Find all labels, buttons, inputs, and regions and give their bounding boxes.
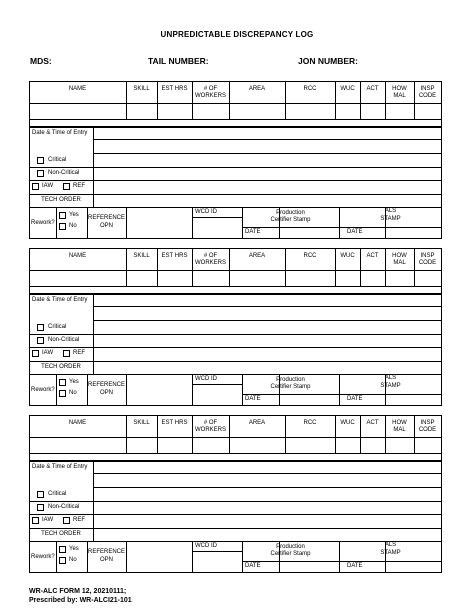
- rework-yes-checkbox[interactable]: [59, 546, 66, 553]
- frame-bottom-line: [29, 405, 442, 406]
- date-label-als: DATE: [347, 229, 363, 235]
- frame-bottom-line: [29, 572, 442, 573]
- col-header-area: AREA: [248, 86, 266, 92]
- col-header-name: NAME: [68, 253, 87, 259]
- ref-checkbox[interactable]: [63, 350, 70, 357]
- reference-opn-2: OPN: [99, 223, 113, 229]
- section-thick-line: [29, 461, 442, 462]
- header-row-line: [29, 103, 442, 104]
- reference-opn-1: REFERENCE: [87, 382, 125, 388]
- desc-row-line: [93, 153, 442, 154]
- col-header-insp-code-2: CODE: [418, 93, 437, 99]
- col-header-area: AREA: [248, 420, 266, 426]
- iaw-label: IAW: [42, 183, 54, 189]
- rework-no-label: No: [69, 390, 77, 396]
- rework-no-checkbox[interactable]: [59, 223, 66, 230]
- stamp-divider: [192, 541, 193, 573]
- date-label-production: DATE: [245, 396, 261, 402]
- tech-order-label: TECH ORDER: [41, 531, 81, 537]
- col-header-rcc: RCC: [303, 253, 317, 259]
- col-header-workers-1: # OF: [203, 420, 218, 426]
- reference-opn-1: REFERENCE: [87, 549, 125, 555]
- critical-checkbox[interactable]: [37, 491, 44, 498]
- non-critical-checkbox[interactable]: [37, 337, 44, 344]
- desc-row-line: [29, 194, 442, 195]
- desc-row-line: [93, 139, 442, 140]
- desc-row-line: [93, 473, 442, 474]
- als-stamp-2: STAMP: [380, 383, 401, 389]
- col-header-wuc: WUC: [340, 86, 355, 92]
- stamp-divider: [56, 207, 57, 239]
- critical-checkbox[interactable]: [37, 157, 44, 164]
- wcd-line: [192, 217, 242, 218]
- header-row-line: [29, 437, 442, 438]
- wcd-id-label: WCD ID: [195, 209, 217, 215]
- als-stamp-1: ALS: [384, 375, 397, 381]
- reference-opn-2: OPN: [99, 557, 113, 563]
- input-row-line: [29, 453, 442, 454]
- col-header-rcc: RCC: [303, 86, 317, 92]
- discrepancy-entry: [29, 415, 442, 573]
- col-header-how-mal-2: MAL: [393, 260, 406, 266]
- frame-left-line: [29, 81, 30, 239]
- col-header-name: NAME: [68, 86, 87, 92]
- col-header-workers-2: WORKERS: [194, 93, 226, 99]
- desc-row-line: [93, 487, 442, 488]
- ref-checkbox[interactable]: [63, 517, 70, 524]
- stamp-divider: [56, 374, 57, 406]
- col-header-est-hrs: EST HRS: [161, 420, 188, 426]
- rework-yes-label: Yes: [69, 212, 79, 218]
- col-header-how-mal-1: HOW: [392, 86, 407, 92]
- tech-order-label: TECH ORDER: [41, 364, 81, 370]
- col-header-how-mal-2: MAL: [393, 427, 406, 433]
- col-header-est-hrs: EST HRS: [161, 253, 188, 259]
- form-number: WR-ALC FORM 12, 20210111;: [29, 588, 127, 595]
- critical-label: Critical: [48, 157, 67, 163]
- non-critical-label: Non-Critical: [48, 337, 80, 343]
- prescribed-by: Prescribed by: WR-ALCI21-101: [29, 597, 132, 604]
- ref-label: REF: [73, 350, 85, 356]
- input-row-line: [29, 286, 442, 287]
- discrepancy-entry: [29, 248, 442, 406]
- critical-label: Critical: [48, 491, 67, 497]
- rework-yes-label: Yes: [69, 379, 79, 385]
- rework-no-checkbox[interactable]: [59, 390, 66, 397]
- als-stamp-1: ALS: [384, 208, 397, 214]
- col-header-act: ACT: [366, 253, 379, 259]
- date-label-production: DATE: [245, 229, 261, 235]
- col-header-skill: SKILL: [133, 253, 150, 259]
- rework-yes-label: Yes: [69, 546, 79, 552]
- frame-left-line: [29, 248, 30, 406]
- col-header-wuc: WUC: [340, 420, 355, 426]
- date-time-of-entry-label: Date & Time of Entry: [32, 130, 88, 136]
- production-certifier-1: Production: [276, 544, 305, 550]
- rework-yes-checkbox[interactable]: [59, 379, 66, 386]
- col-header-insp-code-1: INSP: [420, 420, 435, 426]
- date-line: [242, 394, 442, 395]
- col-header-workers-1: # OF: [203, 86, 218, 92]
- rework-yes-checkbox[interactable]: [59, 212, 66, 219]
- col-header-insp-code-2: CODE: [418, 260, 437, 266]
- production-certifier-1: Production: [276, 210, 305, 216]
- col-header-how-mal-1: HOW: [392, 420, 407, 426]
- non-critical-label: Non-Critical: [48, 170, 80, 176]
- rework-label: Rework?: [31, 387, 55, 393]
- desc-row-line: [29, 514, 442, 515]
- production-certifier-1: Production: [276, 377, 305, 383]
- stamp-divider: [192, 374, 193, 406]
- mds-label: MDS:: [30, 56, 52, 66]
- frame-left-line: [29, 415, 30, 573]
- ref-checkbox[interactable]: [63, 183, 70, 190]
- col-header-insp-code-1: INSP: [420, 86, 435, 92]
- non-critical-checkbox[interactable]: [37, 170, 44, 177]
- wcd-line: [192, 551, 242, 552]
- desc-row-line: [29, 334, 442, 335]
- reference-opn-2: OPN: [99, 390, 113, 396]
- col-header-skill: SKILL: [133, 86, 150, 92]
- non-critical-checkbox[interactable]: [37, 504, 44, 511]
- desc-row-line: [29, 361, 442, 362]
- header-row-line: [29, 270, 442, 271]
- frame-bottom-line: [29, 238, 442, 239]
- col-header-insp-code-2: CODE: [418, 427, 437, 433]
- stamp-divider: [192, 207, 193, 239]
- date-line: [242, 561, 442, 562]
- date-line: [242, 227, 442, 228]
- frame-top-line: [29, 415, 442, 416]
- section-thick-line: [29, 127, 442, 128]
- discrepancy-entry: [29, 81, 442, 239]
- date-time-of-entry-label: Date & Time of Entry: [32, 297, 88, 303]
- frame-top-line: [29, 248, 442, 249]
- desc-row-line: [29, 528, 442, 529]
- iaw-checkbox[interactable]: [32, 183, 39, 190]
- tech-order-label: TECH ORDER: [41, 197, 81, 203]
- tail-number-label: TAIL NUMBER:: [148, 56, 209, 66]
- col-header-how-mal-1: HOW: [392, 253, 407, 259]
- col-header-skill: SKILL: [133, 420, 150, 426]
- col-header-est-hrs: EST HRS: [161, 86, 188, 92]
- critical-label: Critical: [48, 324, 67, 330]
- iaw-checkbox[interactable]: [32, 350, 39, 357]
- desc-row-line: [93, 320, 442, 321]
- production-certifier-2: Certifier Stamp: [270, 384, 311, 390]
- jon-number-label: JON NUMBER:: [298, 56, 358, 66]
- col-header-act: ACT: [366, 420, 379, 426]
- iaw-checkbox[interactable]: [32, 517, 39, 524]
- input-row-line: [29, 119, 442, 120]
- rework-label: Rework?: [31, 220, 55, 226]
- stamp-divider: [126, 207, 127, 239]
- stamp-divider: [56, 541, 57, 573]
- stamp-divider: [126, 541, 127, 573]
- desc-row-line: [29, 180, 442, 181]
- wcd-line: [192, 384, 242, 385]
- col-header-insp-code-1: INSP: [420, 253, 435, 259]
- rework-no-label: No: [69, 557, 77, 563]
- wcd-id-label: WCD ID: [195, 543, 217, 549]
- col-header-act: ACT: [366, 86, 379, 92]
- stamp-divider: [126, 374, 127, 406]
- col-header-workers-1: # OF: [203, 253, 218, 259]
- desc-row-line: [29, 347, 442, 348]
- date-time-of-entry-label: Date & Time of Entry: [32, 464, 88, 470]
- col-header-wuc: WUC: [340, 253, 355, 259]
- als-stamp-2: STAMP: [380, 216, 401, 222]
- iaw-label: IAW: [42, 350, 54, 356]
- desc-row-line: [29, 167, 442, 168]
- col-header-area: AREA: [248, 253, 266, 259]
- date-label-als: DATE: [347, 396, 363, 402]
- section-thick-line: [29, 294, 442, 295]
- als-stamp-1: ALS: [384, 542, 397, 548]
- date-label-production: DATE: [245, 563, 261, 569]
- reference-opn-1: REFERENCE: [87, 215, 125, 221]
- col-header-workers-2: WORKERS: [194, 260, 226, 266]
- form-title: UNPREDICTABLE DISCREPANCY LOG: [160, 30, 314, 39]
- rework-no-label: No: [69, 223, 77, 229]
- desc-row-line: [29, 501, 442, 502]
- critical-checkbox[interactable]: [37, 324, 44, 331]
- frame-top-line: [29, 81, 442, 82]
- non-critical-label: Non-Critical: [48, 504, 80, 510]
- als-stamp-2: STAMP: [380, 550, 401, 556]
- desc-row-line: [93, 306, 442, 307]
- col-header-workers-2: WORKERS: [194, 427, 226, 433]
- ref-label: REF: [73, 183, 85, 189]
- production-certifier-2: Certifier Stamp: [270, 217, 311, 223]
- wcd-id-label: WCD ID: [195, 376, 217, 382]
- production-certifier-2: Certifier Stamp: [270, 551, 311, 557]
- col-header-name: NAME: [68, 420, 87, 426]
- ref-label: REF: [73, 517, 85, 523]
- rework-label: Rework?: [31, 554, 55, 560]
- col-header-how-mal-2: MAL: [393, 93, 406, 99]
- rework-no-checkbox[interactable]: [59, 557, 66, 564]
- date-label-als: DATE: [347, 563, 363, 569]
- col-header-rcc: RCC: [303, 420, 317, 426]
- iaw-label: IAW: [42, 517, 54, 523]
